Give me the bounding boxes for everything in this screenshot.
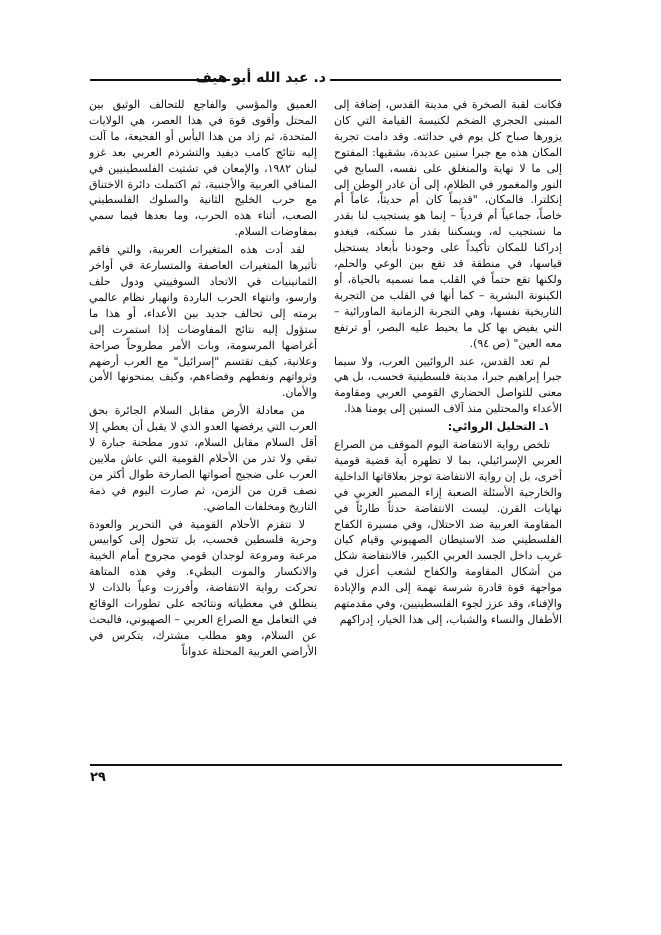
left-paragraph-2: لقد أدت هذه المتغيرات العربية، والتي فاقم تأثيرها المتغيرات العاصفة والمتسارعة في أواخر الثمانينيات في الاتحاد السوفييتي ودول حلف وارسو، وانتهاء الحرب الباردة وانهيار نظام عالمي برمته إلى تحالف جديد بين الأعداء، أو هذا ما ستؤول إليه نتائج المفاوضات إذا استمرت إلى أغراضها المرسومة، وبات الأمر مطروحاً صراحة وعلانية، كيف تقتسم "إسرائيل" مع العرب أرضهم وثرواتهم ونفطهم وفضاءهم، وكيف يمنحونها الأمن والأمان.	[89, 243, 317, 400]
footer-rule	[90, 764, 562, 766]
right-paragraph-3: تلخص رواية الانتفاضة اليوم الموقف من الصراع العربي الإسرائيلي، بما لا تظهره أية قضية قومية أخرى، بل إن رواية الانتفاضة توجز بعلاقاتها الداخلية والخارجية الأسئلة الصعبة إزاء المصير العربي في نهايات القرن. ليست الانتفاضة حدثاً طارئاً في المقاومة العربية ضد الاحتلال، وفي مسيرة الكفاح الفلسطيني ضد الاستيطان الصهيوني وقيام كيان غريب داخل الجسد العربي الكبير، فالانتفاضة شكل من أشكال المقاومة والكفاح لشعب أعزل في مواجهة قوة قادرة شرسة نهمة إلى الدم والإبادة والإفناء، وقد عزز لجوء الفلسطينيين، وفي مقدمتهم الأطفال والنساء والشباب، إلى هذا الخيار، إدراكهم	[334, 438, 562, 626]
right-paragraph-1: فكانت لقبة الصخرة في مدينة القدس، إضافة إلى المبنى الحجري الضخم لكنيسة القيامة التي كان يزورها صباح كل يوم في حداثته. وقد دامت تجربة المكان هذه مع جبرا سنين عديدة، بشقيها: المفتوح إلى ما لا نهاية والمنغلق على نفسه، السابح في النور والمغمور في الظلام، إلى أن غادر الوطن إلى إنكلترا. فالمكان، "قديماً كان أم حديثاً، عاماً أم خاصاً، جماعياً أم فردياً – إنما هو يستجيب لنا بقدر ما نستجيب له، ويسكننا بقدر ما نسكنه، فيغدو إدراكنا للمكان تأكيداً على وجودنا بأبعاد يستحيل قياسها، في منطقة قد تقع بين الوعي والحلم، ولكنها تقع حتماً في القلب مما نسميه بالحياة، أو الكينونة البشرية – كما أنها في القلب من التجربة التاريخية نفسها، وهي التجربة الزمانية الماورائية – التي يفيض بها كل ما يحيط عليه البصر، أو ترتفع معه العين" (ص ٩٤).	[334, 98, 562, 350]
left-paragraph-4: لا تتقزم الأحلام القومية في التحرير والعودة وحرية فلسطين فحسب، بل تتحول إلى كوابيس مرعبة ومروعة لوجدان قومي مجروح أمام الخيبة والانكسار والموت البطيء. وفي هذه المتاهة تحركت رواية الانتفاضة، وأفرزت وعياً بالذات لا ينطلق في معطياته ونتائجه على تطورات الوقائع في التعامل مع الصراع العربي – الصهيوني، فالبحث عن السلام، وهو مطلب مشترك، يتكرس في الأراضي العربية المحتلة عدواناً	[89, 517, 317, 658]
left-paragraph-3: من معادلة الأرض مقابل السلام الجائرة بحق العرب التي يرفضها العدو الذي لا يقبل أن يعطي إلا أقل السلام مقابل السلام، تدور مطحنة جبارة لا تبقي ولا تذر من الأحلام القومية التي عاش ملايين العرب على ضجيج أصواتها الصارخة طوال أكثر من نصف قرن من الزمن، ثم صارت اليوم في ذمة التاريخ ومخلفات الماضي.	[89, 404, 317, 513]
left-paragraph-1: العميق والمؤسي والفاجع للتحالف الوثيق بين المحتل وأقوى قوة في هذا العصر، هي الولايات المتحدة، ثم زاد من هذا اليأس أو الفجيعة، ما آلت إليه نتائج كامب ديفيد والتشرذم العربي بعد غزو لبنان ١٩٨٢، والإمعان في تشتيت الفلسطينيين في المنافي العربية والأجنبية، ثم اكتملت دائرة الاختناق مع حرب الخليج الثانية والسلوك الفلسطيني الصعب، أثناء هذه الحرب، وما بعدها فيما سمي بمفاوضات السلام.	[89, 98, 317, 239]
running-header-author: د. عبد الله أبو هيف	[195, 70, 326, 86]
left-column	[89, 97, 317, 747]
right-paragraph-2: لم تعد القدس، عند الروائيين العرب، ولا سيما جبرا إبراهيم جبرا، مدينة فلسطينية فحسب، بل هي معنى للتواصل الحضاري القومي العربي ومقاومة الأعداء والمحتلين منذ آلاف السنين إلى يومنا هذا.	[334, 354, 562, 416]
right-column	[334, 97, 562, 747]
header-rule-right	[330, 79, 561, 81]
page-number: ٢٩	[90, 770, 106, 785]
section-heading: ١ـ التحليل الروائي:	[447, 420, 550, 434]
